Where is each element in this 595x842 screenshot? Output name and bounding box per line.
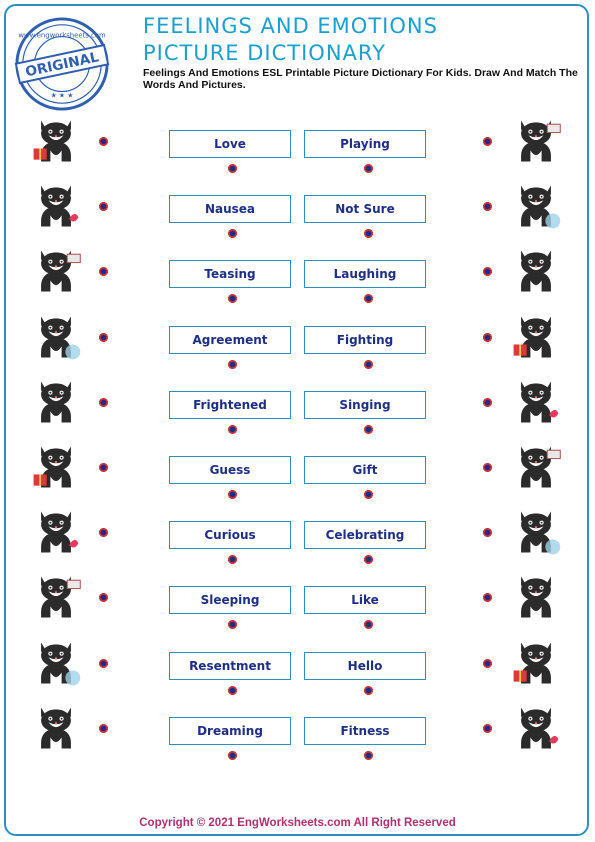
stamp-word: ORIGINAL — [24, 49, 101, 81]
right-word-box: Fighting — [304, 326, 426, 354]
right-picture-match-dot[interactable] — [483, 137, 492, 146]
left-word-box: Teasing — [169, 260, 291, 288]
right-picture-match-dot[interactable] — [483, 724, 492, 733]
left-word-box: Guess — [169, 456, 291, 484]
left-word-box: Dreaming — [169, 717, 291, 745]
right-picture-match-dot[interactable] — [483, 333, 492, 342]
cat-with-fishbowl-icon — [508, 243, 564, 299]
left-word-box: Sleeping — [169, 586, 291, 614]
right-picture-match-dot[interactable] — [483, 463, 492, 472]
left-picture-match-dot[interactable] — [99, 398, 108, 407]
right-picture-match-dot[interactable] — [483, 659, 492, 668]
right-word-box: Singing — [304, 391, 426, 419]
right-word-match-dot[interactable] — [364, 425, 373, 434]
left-picture-match-dot[interactable] — [99, 659, 108, 668]
cat-lying-down-icon — [28, 309, 84, 365]
copyright-footer: Copyright © 2021 EngWorksheets.com All Right Reserved — [139, 817, 456, 829]
cat-with-fish-icon — [508, 178, 564, 234]
cat-with-gift-icon — [28, 243, 84, 299]
instructions: Feelings And Emotions ESL Printable Picture Dictionary For Kids. Draw And Match The Words And Pictures. — [143, 67, 578, 91]
right-word-box: Hello — [304, 652, 426, 680]
right-word-match-dot[interactable] — [364, 164, 373, 173]
left-word-box: Resentment — [169, 652, 291, 680]
cat-with-yes-sign-icon — [508, 700, 564, 756]
left-word-box: Nausea — [169, 195, 291, 223]
cat-thinking-icon — [28, 178, 84, 234]
page-title-line2: PICTURE DICTIONARY — [143, 41, 386, 65]
left-word-match-dot[interactable] — [228, 425, 237, 434]
right-word-box: Like — [304, 586, 426, 614]
left-word-match-dot[interactable] — [228, 360, 237, 369]
left-word-box: Agreement — [169, 326, 291, 354]
stamp-ring-text: www.engworksheets.com — [18, 31, 106, 40]
right-word-box: Not Sure — [304, 195, 426, 223]
cat-with-no-sign-icon — [28, 635, 84, 691]
left-word-match-dot[interactable] — [228, 686, 237, 695]
right-picture-match-dot[interactable] — [483, 398, 492, 407]
left-picture-match-dot[interactable] — [99, 463, 108, 472]
cat-paw-on-face-icon — [28, 113, 84, 169]
cat-with-heart-icon — [28, 504, 84, 560]
cat-sleeping-icon — [508, 374, 564, 430]
cat-laughing-icon — [508, 439, 564, 495]
cat-curled-up-icon — [508, 635, 564, 691]
original-stamp — [13, 15, 111, 113]
left-picture-match-dot[interactable] — [99, 333, 108, 342]
cat-singing-icon — [508, 569, 564, 625]
left-picture-match-dot[interactable] — [99, 724, 108, 733]
page-title: FEELINGS AND EMOTIONS — [143, 14, 438, 38]
svg-text:★ ★ ★: ★ ★ ★ — [50, 91, 74, 100]
page-border — [4, 4, 589, 836]
cat-holding-sign-icon — [28, 439, 84, 495]
right-word-box: Celebrating — [304, 521, 426, 549]
cat-party-hat-icon — [28, 700, 84, 756]
left-word-box: Curious — [169, 521, 291, 549]
cat-with-dumbbells-icon — [28, 374, 84, 430]
left-word-box: Love — [169, 130, 291, 158]
left-picture-match-dot[interactable] — [99, 137, 108, 146]
left-word-match-dot[interactable] — [228, 490, 237, 499]
cat-boxing-gloves-icon — [508, 309, 564, 365]
cat-scared-icon — [28, 569, 84, 625]
right-word-box: Gift — [304, 456, 426, 484]
left-word-match-dot[interactable] — [228, 164, 237, 173]
right-word-match-dot[interactable] — [364, 490, 373, 499]
right-word-match-dot[interactable] — [364, 751, 373, 760]
right-word-box: Playing — [304, 130, 426, 158]
right-word-match-dot[interactable] — [364, 360, 373, 369]
right-word-box: Fitness — [304, 717, 426, 745]
cat-confused-icon — [508, 504, 564, 560]
right-word-box: Laughing — [304, 260, 426, 288]
left-word-box: Frightened — [169, 391, 291, 419]
right-word-match-dot[interactable] — [364, 686, 373, 695]
cat-in-box-with-yarn-icon — [508, 113, 564, 169]
left-word-match-dot[interactable] — [228, 751, 237, 760]
